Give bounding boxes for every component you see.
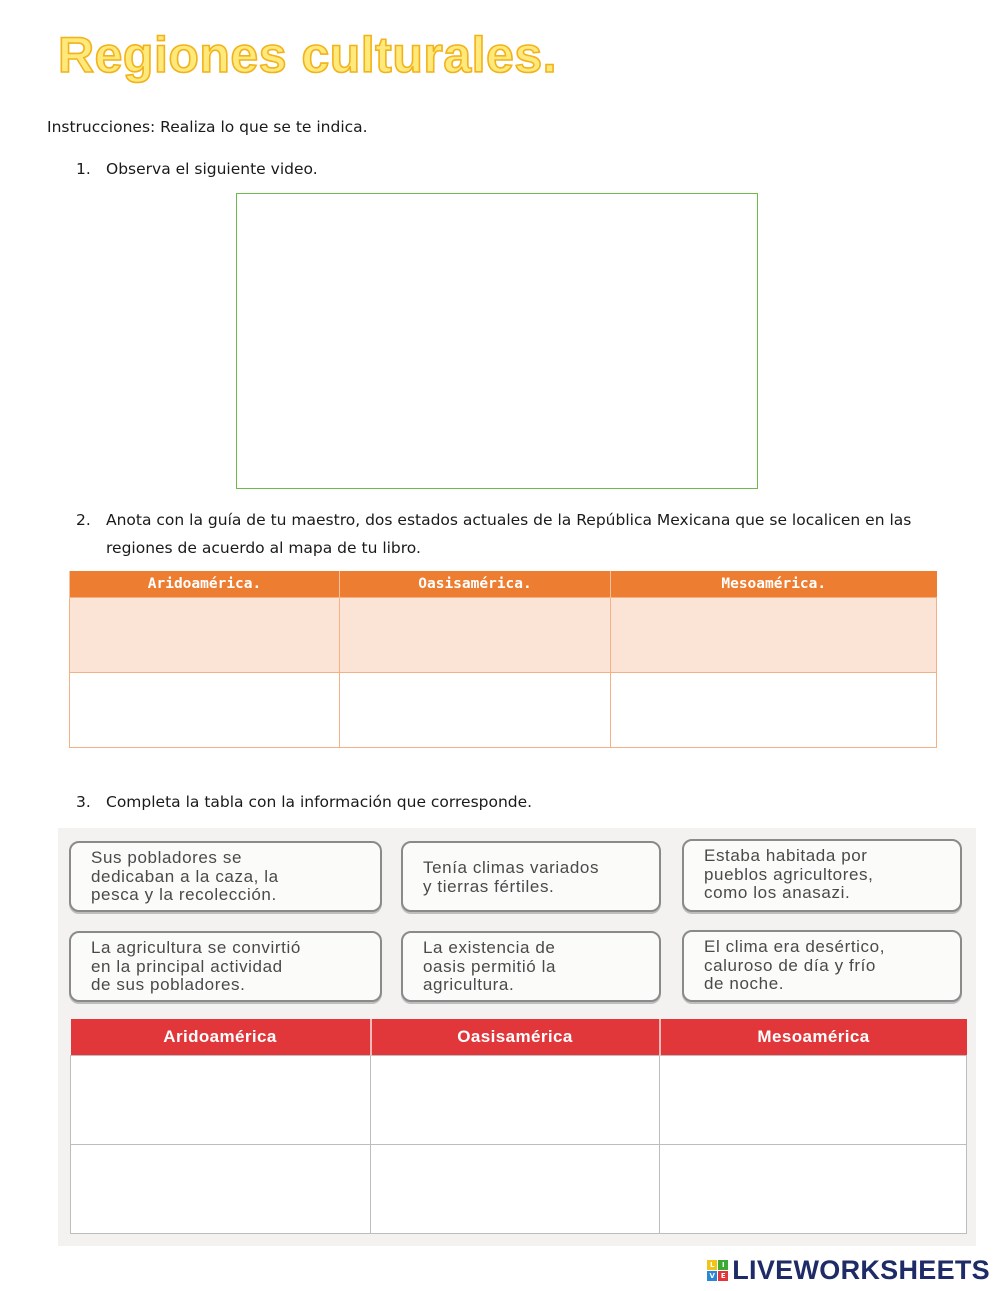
drop-cell-mesoamerica-2[interactable] bbox=[660, 1145, 967, 1234]
step-text: Observa el siguiente video. bbox=[106, 160, 318, 178]
logo-text: LIVEWORKSHEETS bbox=[732, 1255, 990, 1285]
answer-cell-oasisamerica-1[interactable] bbox=[340, 598, 611, 673]
step-text: Completa la tabla con la información que corresponde. bbox=[106, 793, 533, 811]
info-card[interactable] bbox=[69, 841, 382, 912]
card-line: de noche. bbox=[704, 974, 785, 993]
answer-cell-mesoamerica-2[interactable] bbox=[611, 673, 937, 748]
instructions: Instrucciones: Realiza lo que se te indica. bbox=[47, 118, 368, 136]
header-oasisamerica: Oasisamérica bbox=[371, 1019, 660, 1056]
step-number: 3. bbox=[76, 793, 91, 811]
classification-table bbox=[70, 1019, 967, 1234]
answer-cell-aridoamerica-2[interactable] bbox=[70, 673, 340, 748]
info-card[interactable] bbox=[682, 839, 962, 912]
drop-cell-oasisamerica-2[interactable] bbox=[371, 1145, 660, 1234]
drop-cell-mesoamerica-1[interactable] bbox=[660, 1056, 967, 1145]
logo-letter: V bbox=[707, 1271, 717, 1281]
info-card[interactable] bbox=[401, 931, 661, 1002]
card-line: caluroso de día y frío bbox=[704, 955, 876, 975]
step-3 bbox=[76, 788, 876, 816]
step-2 bbox=[76, 506, 976, 562]
card-line: oasis permitió la bbox=[423, 956, 557, 976]
card-line: La existencia de bbox=[423, 938, 556, 957]
card-line: Sus pobladores se bbox=[91, 848, 243, 867]
card-line: pueblos agricultores, bbox=[704, 864, 874, 884]
answer-cell-mesoamerica-1[interactable] bbox=[611, 598, 937, 673]
info-card[interactable] bbox=[401, 841, 661, 912]
step-text-line1: Anota con la guía de tu maestro, dos estados actuales de la República Mexicana que se localicen en las bbox=[106, 511, 912, 529]
card-line: y tierras fértiles. bbox=[423, 876, 555, 896]
logo-icon bbox=[707, 1260, 728, 1281]
answer-cell-oasisamerica-2[interactable] bbox=[340, 673, 611, 748]
video-embed[interactable] bbox=[236, 193, 758, 489]
header-mesoamerica: Mesoamérica. bbox=[611, 571, 937, 598]
card-line: agricultura. bbox=[423, 975, 515, 994]
logo-letter: E bbox=[718, 1271, 728, 1281]
logo-letter: I bbox=[718, 1260, 728, 1270]
card-line: La agricultura se convirtió bbox=[91, 938, 301, 957]
step-number: 2. bbox=[76, 511, 91, 529]
card-line: El clima era desértico, bbox=[704, 937, 886, 956]
page-title: Regiones culturales. bbox=[58, 27, 558, 83]
card-line: Tenía climas variados bbox=[423, 858, 600, 877]
drop-cell-aridoamerica-2[interactable] bbox=[71, 1145, 371, 1234]
header-mesoamerica: Mesoamérica bbox=[660, 1019, 967, 1056]
logo-letter: L bbox=[707, 1260, 717, 1270]
header-aridoamerica: Aridoamérica. bbox=[70, 571, 340, 598]
info-card[interactable] bbox=[682, 930, 962, 1002]
card-line: en la principal actividad bbox=[91, 956, 283, 976]
step-1 bbox=[76, 155, 876, 183]
liveworksheets-logo bbox=[707, 1255, 990, 1286]
drop-cell-oasisamerica-1[interactable] bbox=[371, 1056, 660, 1145]
step-text-line2: regiones de acuerdo al mapa de tu libro. bbox=[106, 539, 421, 557]
card-line: pesca y la recolección. bbox=[91, 885, 277, 904]
states-table bbox=[69, 571, 937, 748]
drop-cell-aridoamerica-1[interactable] bbox=[71, 1056, 371, 1145]
answer-cell-aridoamerica-1[interactable] bbox=[70, 598, 340, 673]
info-card[interactable] bbox=[69, 931, 382, 1002]
step-number: 1. bbox=[76, 160, 91, 178]
card-line: como los anasazi. bbox=[704, 883, 851, 902]
header-aridoamerica: Aridoamérica bbox=[71, 1019, 371, 1056]
card-line: Estaba habitada por bbox=[704, 846, 868, 865]
card-line: de sus pobladores. bbox=[91, 975, 246, 994]
header-oasisamerica: Oasisamérica. bbox=[340, 571, 611, 598]
card-line: dedicaban a la caza, la bbox=[91, 866, 279, 886]
